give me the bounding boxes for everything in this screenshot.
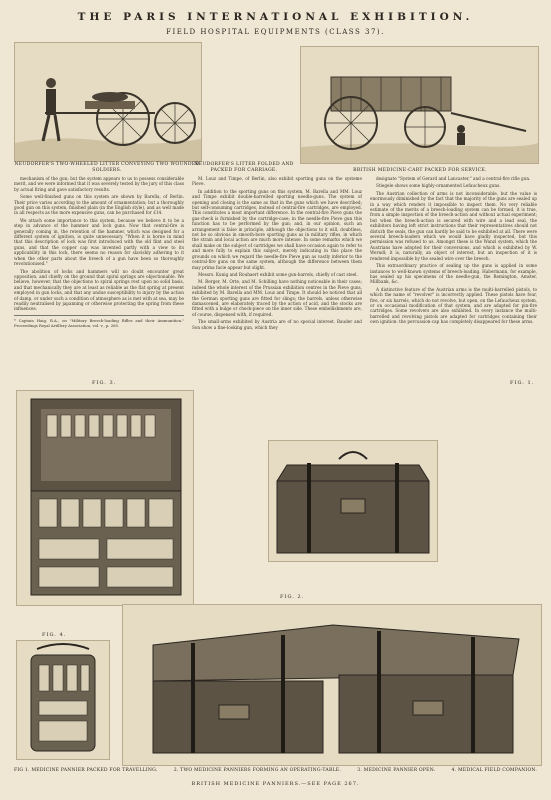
caption-fig1: FIG 1. MEDICINE PANNIER PACKED FOR TRAVELLING. xyxy=(14,768,158,773)
text-column-3 xyxy=(370,176,537,372)
caption-fig3: 3. MEDICINE PANNIER OPEN. xyxy=(357,768,436,773)
engraving-medicine-cart xyxy=(300,46,539,164)
fig1-label: FIG. 1. xyxy=(510,380,535,386)
main-caption: BRITISH MEDICINE PANNIERS.—SEE PAGE 267. xyxy=(191,781,360,787)
engraving-operating-table xyxy=(122,604,542,766)
field-companion-illustration xyxy=(17,641,109,759)
col2-paragraph: In addition to the sporting guns on this system, M. Barella and MM. Louz and Timpe exhibit double-barrelled sporting needle-guns. The system of opening and closing is the same as that in the guns which we have described; but self-consuming cartridges, instead of central-fire cartridges, are employed. This constitutes a most important difference. In the central-fire Pieve guns the gas-check is furnished by the cartridge-case; in the needle-fire Pieve gun this function has to be performed by the gun; and, in our opinion, such an arrangement is false in principle, although the objections to it will, doubtless, not be so obvious in smooth-bore sporting guns as in military rifles, in which the strain and local action are much more intense. In some remarks which we shall make on the subject of cartridges we shall have occasion again to refer to and more fully to explain this subject, merely indicating in this place the grounds on which we regard the needle-fire Pieve gun as vastly inferior to the central-fire guns on the same system, although the difference between them may prima facie appear but slight. xyxy=(192,188,362,270)
pannier-open-illustration xyxy=(17,391,193,605)
operating-table-illustration xyxy=(123,605,541,765)
section-subtitle: FIELD HOSPITAL EQUIPMENTS (CLASS 37). xyxy=(166,28,385,36)
caption-medicine-cart: BRITISH MEDICINE-CART PACKED FOR SERVICE. xyxy=(353,168,487,173)
col3-paragraph: The Austrian collection of arms is not inconsiderable, but the value is enormously diminished by the fact that the majority of the guns are sealed up in a way which renders it impossible to inspect them. No very reliable estimate of the merits of a breech-loading system can be formed, it is true, from a simple inspection of the breech-action and without actual experiment; but when the breech-action is secured with wire and a lead seal, the exhibitors having left strict instructions that their representatives should not disturb the seals, the gun can hardly be said to be exhibited at all. There were several breech-loaders which we would have gladly inspected, but this permission was refused to us. Amongst these is the Wanzl system, which the Austrians have adopted for their conversions, and which is exhibited by W. Werndl; it is, naturally, an object of interest, but an inspection of it is rendered impossible by the sealed wire over the breech. xyxy=(370,190,537,261)
masthead-title: THE PARIS INTERNATIONAL EXHIBITION. xyxy=(77,11,474,23)
col3-paragraph: A distinctive feature of the Austrian arms is the multi-barrelled pistols, to which the name of "revolver" is incorrectly applied. These pistols have four, five, or six barrels, which do not revolve, but open, on the Lefaucheux system, or on occasional modification of that system, and are adapted for pin-fire cartridges. Some revolvers are also exhibited. In every instance the multi-barrelled and revolving pistols are adapted for cartridges containing their own ignition: the percussion-cap has completely disappeared for these arms. xyxy=(370,286,537,325)
caption-two-wheeled-litter: NEUDORFER'S TWO-WHEELED LITTER CONVEYING TWO WOUNDED SOLDIERS. xyxy=(14,162,200,173)
bottom-captions xyxy=(14,768,537,773)
engraving-pannier-open xyxy=(16,390,194,606)
medicine-cart-illustration xyxy=(301,47,538,163)
engraving-two-wheeled-litter xyxy=(14,42,202,162)
litter-illustration xyxy=(15,43,201,161)
col1-footnote: * Captain Haig, R.A., on "Military Breech-loading Rifles and their Ammunition." Proceedings Royal Artillery Association, vol. v., p. 265. xyxy=(14,315,184,329)
col3-paragraph: designate "System of Gerard and Lancaster," and a central-fire rifle gun. xyxy=(376,176,531,181)
col2-paragraph: M. Berger, M. Orte, and M. Schilling have nothing noticeable in their cases; indeed the whole interest of the Prussian exhibition centres in the Pieve guns, exhibited by M. Barella and MM. Louz and Timpe. It should be noticed that all the German sporting guns are fitted for slings; the barrels, unless otherwise damascened, are elaborately traced by the action of acid, and the stocks are fitted with a bulge or check-piece on the inner side. These embellishments are, of course, dispensed with, if required. xyxy=(192,279,362,317)
col1-paragraph: Some well-finished guns on this system are shown by Barella, of Berlin. Their price varies according to the amount of ornamentation; but a thoroughly good gun on this system, finished plain (in the English style), and as well made in all respects as the more expensive guns, can be purchased for £14. xyxy=(14,194,184,216)
masthead xyxy=(18,10,533,24)
col2-paragraph: The small-arms exhibited by Austria are of no special interest. Bauder and Son show a fine-looking gun, which they xyxy=(192,319,362,330)
col3-paragraph: Stiegele shows some highly-ornamented Lefaucheux guns. xyxy=(376,183,501,189)
engraving-pannier-packed xyxy=(268,440,438,562)
fig2-label: FIG. 2. xyxy=(280,594,305,600)
caption-fig4: 4. MEDICAL FIELD COMPANION. xyxy=(451,768,537,773)
fig4-label: FIG. 4. xyxy=(42,632,67,638)
col2-paragraph: M. Louz and Timpe, of Berlin, also exhibit sporting guns on the systeme Pieve. xyxy=(192,176,362,187)
col3-paragraph: This extraordinary practice of sealing up the guns is applied in some instances to well-known systems of breech-loading. Habermann, for example, has sealed up his specimens of the needle-gun, the Remington, Amster, Millbank, &c. xyxy=(370,263,537,285)
fig3-label: FIG. 3. xyxy=(92,380,117,386)
col1-paragraph: We attach some importance to this system, because we believe it to be a step in advance of the hammer and lock guns. Now that central-fire is generally coming in, the retention of the hammer, which was designed for a different system of ignition, is quite unnecessary. "When it is borne in mind that this description of lock was first introduced with the old flint and steel guns, and that the copper cap was invented partly with a view to its applicability in this lock, there seems no reason for slavishly adhering to it when the other parts about the breech of a gun have been so thoroughly revolutionised." xyxy=(14,217,184,267)
col2-paragraph: Messrs. Kunig and Rouhaert exhibit some gun-barrels, chiefly of cast steel. xyxy=(198,271,358,277)
col1-paragraph: The abolition of locks and hammers will no doubt encounter great opposition, and chiefly on the ground that spiral springs are objectionable. We believe, however, that the objections to spiral springs rest upon no solid basis, and that mechanically they are at least as reliable as the flat spring at present employed in gun locks, and that any undue susceptibility to injury by the action of damp, or under such a condition of atmosphere as is met with at sea, may be readily neutralised by japanning or otherwise protecting the spring from these influences. xyxy=(14,268,184,312)
engraving-field-companion xyxy=(16,640,110,760)
text-column-2 xyxy=(192,176,362,372)
col1-paragraph: mechanism of the gun; but the system appears to us to possess considerable merit, and we were informed that it was severely tested by the jury of this class by actual firing and gave satisfactory results. xyxy=(14,176,184,192)
text-column-1 xyxy=(14,176,184,372)
caption-fig2: 2. TWO MEDICINE PANNIERS FORMING AN OPERATING-TABLE. xyxy=(173,768,341,773)
pannier-packed-illustration xyxy=(269,441,437,561)
caption-litter-folded: NEUDORFER'S LITTER FOLDED AND PACKED FOR CARRIAGE. xyxy=(194,162,294,173)
